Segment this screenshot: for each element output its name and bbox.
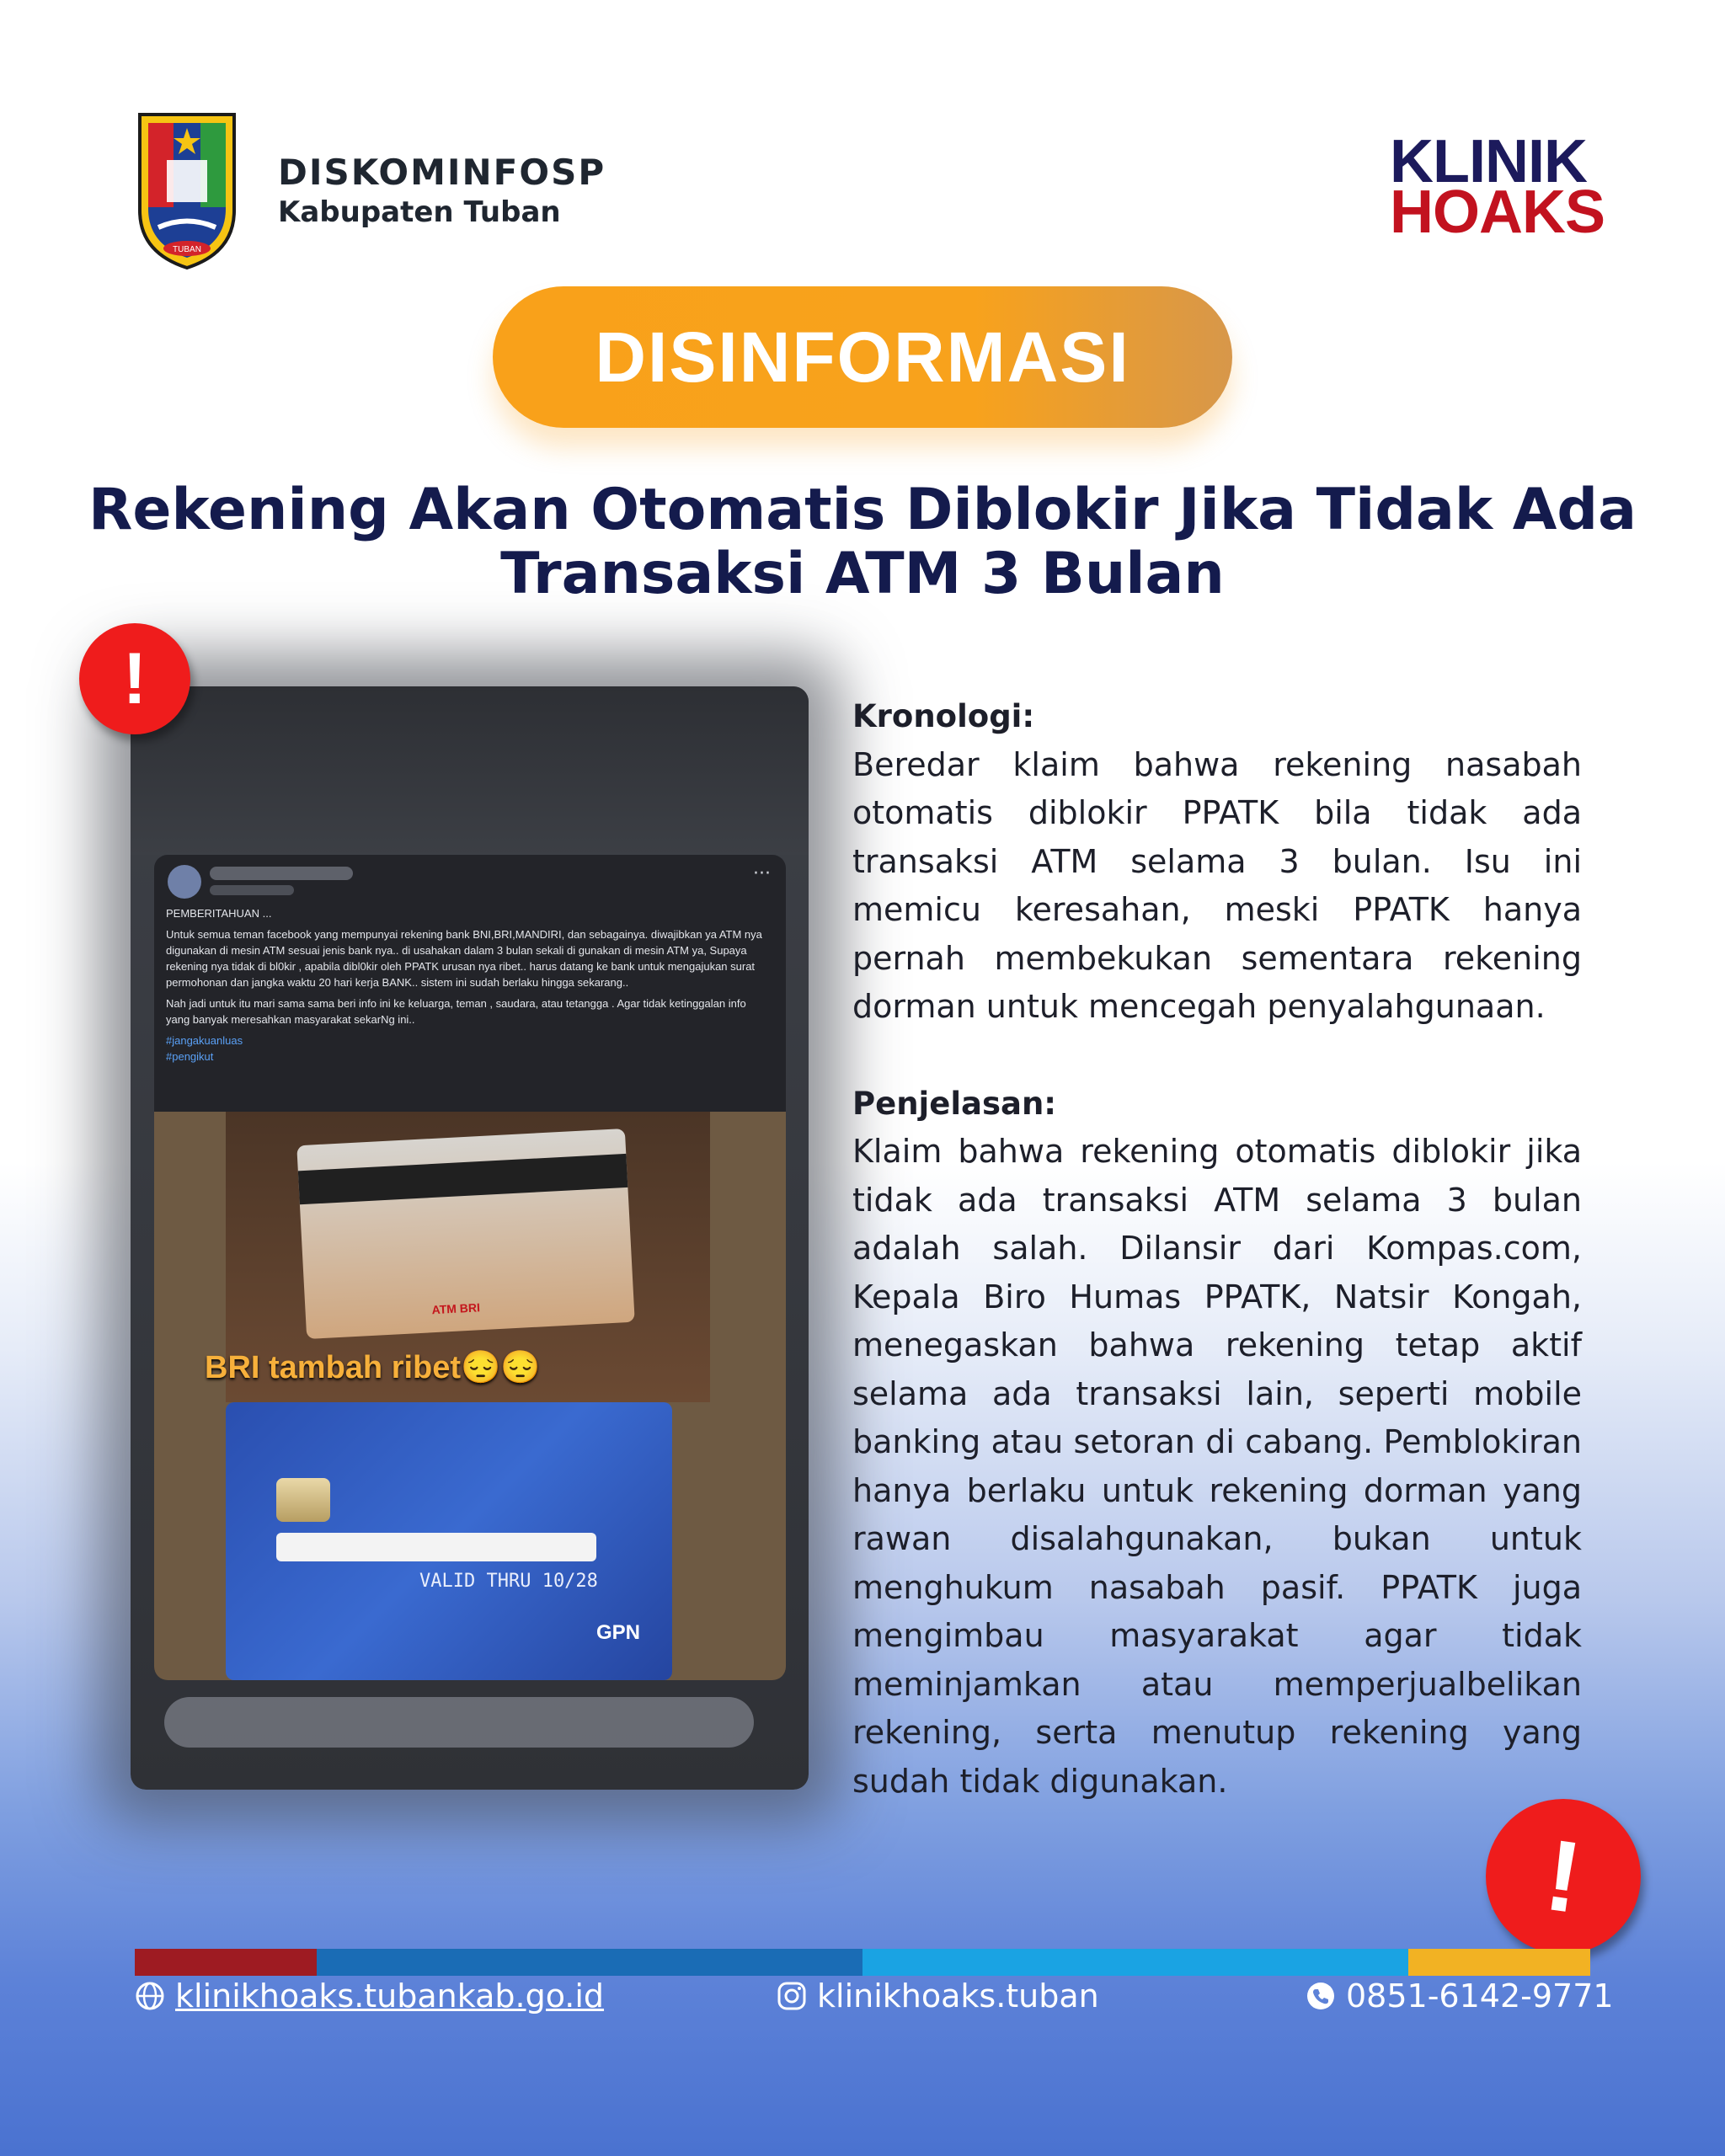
gpn-logo: GPN <box>596 1621 641 1644</box>
color-bar-segment <box>135 1949 317 1976</box>
disinformation-label-badge <box>493 286 1232 428</box>
magnetic-strip <box>298 1154 628 1204</box>
footer-contacts <box>135 1977 1614 2020</box>
color-bar-segment <box>862 1949 1408 1976</box>
post-paragraph-1: Untuk semua teman facebook yang mempunyai rekening bank BNI,BRI,MANDIRI, dan sebagainya. diwajibkan ya ATM nya digunakan di mesin ATM sesuai jenis bank nya.. di usahakan dalam 3 bulan sekali di gunakan di mesin ATM ya, Supaya rekening nya tidak di bl0kir , apabila dibl0kir oleh PPATK urusan nya ribet.. harus datang ke bank untuk mengajukan surat permohonan dan jangka waktu 20 hari kerja BANK.. sistem ini sudah berlaku hingga sekarang.. <box>166 928 762 989</box>
kronologi-body: Beredar klaim bahwa rekening nasabah otomatis diblokir PPATK bila tidak ada transaksi ATM selama 3 bulan. Isu ini memicu keresahan, meski PPATK hanya pernah membekukan sementara rekening dorman untuk mencegah penyalahgunaan. <box>852 745 1582 1025</box>
color-bar-segment <box>1408 1949 1590 1976</box>
website-text[interactable]: klinikhoaks.tubankab.go.id <box>175 1977 605 2015</box>
blurred-feed-top <box>131 686 809 855</box>
card-chip-icon <box>276 1478 330 1522</box>
hashtag: #jangakuanluas <box>166 1034 243 1047</box>
kronologi-section <box>852 692 1582 1032</box>
label-text: DISINFORMASI <box>595 317 1130 397</box>
post-time-redacted <box>210 885 294 895</box>
brand-line-2: HOAKS <box>1390 179 1605 246</box>
card-valid-thru: VALID THRU 10/28 <box>419 1571 598 1592</box>
alert-icon: ! <box>1486 1799 1641 1954</box>
hashtag: #pengikut <box>166 1050 214 1063</box>
penjelasan-title: Penjelasan: <box>852 1085 1057 1122</box>
brand-line-1: KLINIK <box>1390 128 1587 195</box>
atm-card-front <box>226 1402 672 1680</box>
crest-label: TUBAN <box>173 245 201 254</box>
footer-color-bar <box>135 1949 1590 1976</box>
phone-link[interactable] <box>1306 1977 1614 2015</box>
instagram-icon <box>777 1981 807 2011</box>
kronologi-title: Kronologi: <box>852 698 1035 734</box>
post-text <box>166 905 772 1065</box>
author-name-redacted <box>210 867 353 880</box>
color-bar-segment <box>317 1949 862 1976</box>
organization-name: DISKOMINFOSP <box>278 152 606 193</box>
facebook-post <box>154 855 786 1680</box>
card-number-redacted <box>276 1533 596 1561</box>
globe-icon <box>135 1981 165 2011</box>
photo-caption: BRI tambah ribet😔😔 <box>205 1350 541 1385</box>
penjelasan-body: Klaim bahwa rekening otomatis diblokir jika tidak ada transaksi ATM selama 3 bulan adalah salah. Dilansir dari Kompas.com, Kepala Biro Humas PPATK, Natsir Kongah, menegaskan bahwa rekening tetap aktif selama ada transaksi lain, seperti mobile banking atau setoran di cabang. Pemblokiran hanya berlaku untuk rekening dorman yang rawan disalahgunakan, bukan untuk menghukum nasabah pasif. PPATK juga mengimbau masyarakat agar tidak meminjamkan atau memperjualbelikan rekening, serta menutup rekening yang sudah tidak digunakan. <box>852 1133 1582 1800</box>
instagram-handle[interactable]: klinikhoaks.tuban <box>817 1977 1099 2015</box>
kabupaten-tuban-crest-icon <box>133 109 241 271</box>
post-heading: PEMBERITAHUAN ... <box>166 907 272 920</box>
post-paragraph-2: Nah jadi untuk itu mari sama sama beri info ini ke keluarga, teman , saudara, atau tetangga . Agar tidak ketinggalan info yang banyak meresahkan masyarakat sekarNg ini.. <box>166 997 746 1026</box>
website-link[interactable] <box>135 1977 604 2015</box>
avatar <box>168 865 201 899</box>
phone-number[interactable]: 0851-6142-9771 <box>1346 1977 1614 2015</box>
more-options-icon: ··· <box>753 863 771 884</box>
organization-subtitle: Kabupaten Tuban <box>278 195 561 229</box>
hoax-post-screenshot <box>131 686 809 1790</box>
alert-icon: ! <box>79 623 190 734</box>
headline: Rekening Akan Otomatis Diblokir Jika Tidak Ada Transaksi ATM 3 Bulan <box>88 477 1637 607</box>
blurred-feed-bottom <box>164 1697 754 1748</box>
post-photo <box>154 1112 786 1680</box>
phone-icon <box>1306 1981 1336 2011</box>
penjelasan-section <box>852 1080 1582 1806</box>
atm-card-back <box>296 1129 635 1339</box>
article <box>852 692 1582 1806</box>
klinik-hoaks-logo <box>1390 128 1605 246</box>
instagram-link[interactable] <box>777 1977 1099 2015</box>
card-brand-text: ATM BRI <box>431 1300 481 1317</box>
